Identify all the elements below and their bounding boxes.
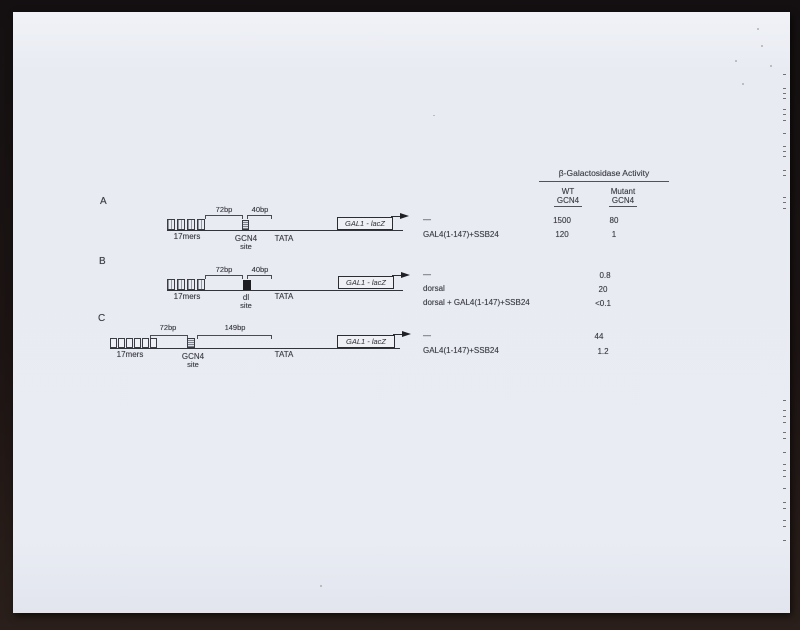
span-40bp-label: 40bp bbox=[251, 265, 269, 274]
activity-value-wt: 120 bbox=[555, 230, 569, 239]
activity-value: <0.1 bbox=[595, 299, 611, 308]
reporter-gene-box: GAL1 - lacZ bbox=[338, 276, 394, 289]
section-b-label: B bbox=[99, 256, 107, 267]
gcn4-site-box bbox=[187, 338, 195, 348]
tata-label: TATA bbox=[274, 234, 294, 243]
activity-value-mutant: 1 bbox=[611, 230, 617, 239]
mutant-gcn4-label: GCN4 bbox=[609, 196, 637, 207]
activator-row-label: — bbox=[423, 270, 431, 279]
construct-c bbox=[13, 12, 790, 613]
activity-value-wt: 1500 bbox=[553, 216, 571, 225]
scan-artifacts-right-margin bbox=[783, 12, 789, 613]
scan-speck bbox=[320, 585, 322, 587]
gcn4-site-label: GCN4 bbox=[181, 352, 205, 361]
17mers-label: 17mers bbox=[173, 292, 201, 301]
site-word-label: site bbox=[240, 301, 252, 310]
reporter-gene-box: GAL1 - lacZ bbox=[337, 217, 393, 230]
gcn4-site-label: GCN4 bbox=[234, 234, 258, 243]
activity-value: 20 bbox=[598, 285, 608, 294]
span-72bp-label: 72bp bbox=[215, 205, 233, 214]
reporter-gene-box: GAL1 - lacZ bbox=[337, 335, 395, 348]
activator-row-label: GAL4(1-147)+SSB24 bbox=[423, 346, 499, 355]
wt-label: WT bbox=[561, 187, 575, 196]
site-word-label: site bbox=[240, 242, 252, 251]
span-149bp-label: 149bp bbox=[224, 323, 246, 332]
activity-value: 44 bbox=[594, 332, 604, 341]
dna-line bbox=[110, 348, 400, 349]
site-word-label: site bbox=[187, 360, 199, 369]
activity-table-title: β-Galactosidase Activity bbox=[539, 168, 669, 182]
activator-row-label: — bbox=[423, 331, 431, 340]
scan-speck bbox=[761, 45, 763, 47]
section-c-label: C bbox=[98, 313, 106, 324]
scan-speck bbox=[735, 60, 737, 62]
tata-label: TATA bbox=[274, 292, 294, 301]
dl-site-label: dl bbox=[242, 293, 250, 302]
activity-value-mutant: 80 bbox=[609, 216, 619, 225]
span-149bp-bracket bbox=[197, 335, 272, 339]
wt-gcn4-label: GCN4 bbox=[554, 196, 582, 207]
span-72bp-label: 72bp bbox=[215, 265, 233, 274]
activator-row-label: — bbox=[423, 215, 431, 224]
span-40bp-label: 40bp bbox=[251, 205, 269, 214]
activator-row-label: GAL4(1-147)+SSB24 bbox=[423, 230, 499, 239]
mutant-label: Mutant bbox=[610, 187, 636, 196]
scan-speck bbox=[742, 83, 744, 85]
scan-speck bbox=[433, 115, 435, 116]
activator-row-label: dorsal bbox=[423, 284, 445, 293]
tata-label: TATA bbox=[274, 350, 294, 359]
activity-value: 1.2 bbox=[597, 347, 609, 356]
17mers-label: 17mers bbox=[116, 350, 144, 359]
activator-row-label: dorsal + GAL4(1-147)+SSB24 bbox=[423, 298, 530, 307]
paper-sheet bbox=[13, 12, 790, 613]
17mer-boxes bbox=[110, 338, 157, 348]
span-72bp-label: 72bp bbox=[159, 323, 177, 332]
17mers-label: 17mers bbox=[173, 232, 201, 241]
transcription-arrow-icon bbox=[402, 331, 411, 337]
section-a-label: A bbox=[100, 196, 108, 207]
scan-speck bbox=[770, 65, 772, 67]
scan-speck bbox=[757, 28, 759, 30]
activity-value: 0.8 bbox=[599, 271, 611, 280]
